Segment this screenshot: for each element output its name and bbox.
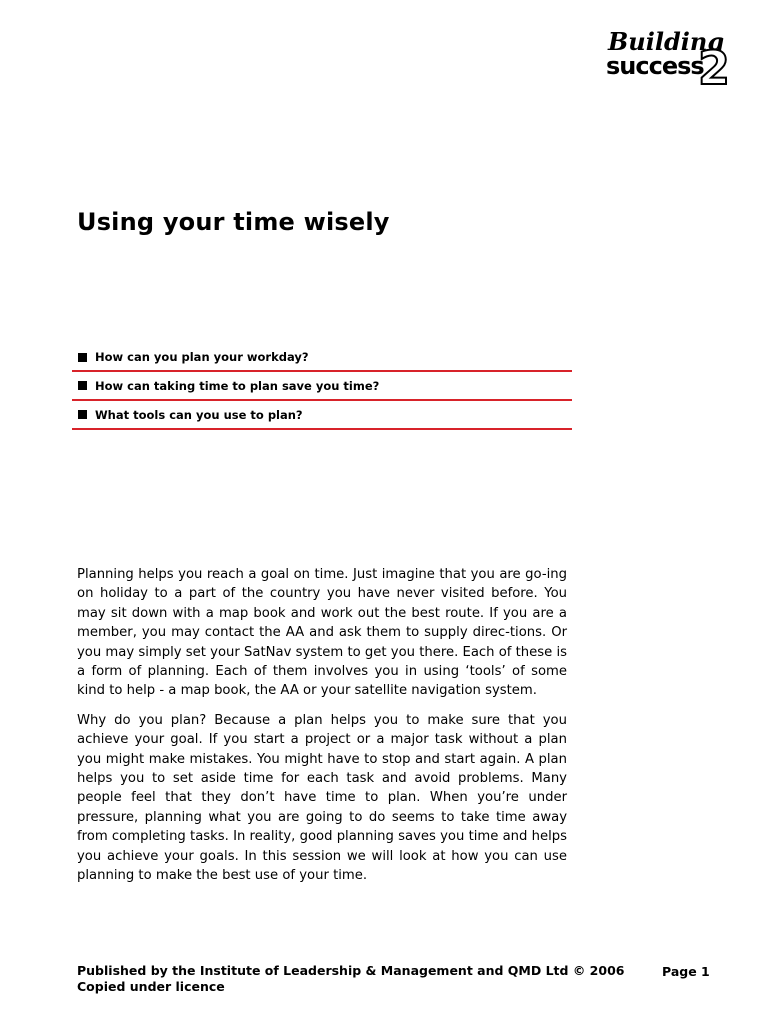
logo-numeral: 2: [698, 41, 731, 90]
question-text: What tools can you use to plan?: [95, 407, 303, 422]
publisher-line: Published by the Institute of Leadership & Management and QMD Ltd © 2006: [77, 963, 625, 978]
page-number: Page 1: [662, 964, 710, 979]
question-item: [72, 401, 572, 430]
question-item: [72, 372, 572, 401]
logo-building-text: Building: [608, 27, 725, 56]
building-success-logo: [604, 24, 736, 90]
question-list: [72, 344, 572, 430]
square-bullet-icon: [78, 410, 87, 419]
licence-line: Copied under licence: [77, 979, 225, 994]
body-paragraph: Why do you plan? Because a plan helps you to make sure that you achieve your goal. If you start a project or a major task without a plan you might make mistakes. You might have to stop and start again. A plan helps you to set aside time for each task and avoid problems. Many people feel that they don’t have time to plan. When you’re under pressure, planning what you are going to do seems to take time away from completing tasks. In reality, good planning saves you time and helps you achieve your goals. In this session we will look at how you can use planning to make the best use of your time.: [77, 712, 567, 884]
question-text: How can taking time to plan save you time?: [95, 378, 380, 393]
square-bullet-icon: [78, 381, 87, 390]
body-paragraph: Planning helps you reach a goal on time. Just imagine that you are go-ing on holiday to a part of the country you have never visited before. You may sit down with a map book and work out the best route. If you are a member, you may contact the AA and ask them to supply direc-tions. Or you may simply set your SatNav system to get you there. Each of these is a form of planning. Each of them involves you in using ‘tools’ of some kind to help - a map book, the AA or your satellite navigation system.: [77, 567, 567, 699]
page-title: Using your time wisely: [77, 208, 390, 236]
body-text: [77, 565, 567, 896]
square-bullet-icon: [78, 353, 87, 362]
footer-publisher: [77, 963, 624, 995]
logo-success-text: success: [606, 52, 704, 80]
question-item: [72, 344, 572, 372]
question-text: How can you plan your workday?: [95, 350, 309, 364]
